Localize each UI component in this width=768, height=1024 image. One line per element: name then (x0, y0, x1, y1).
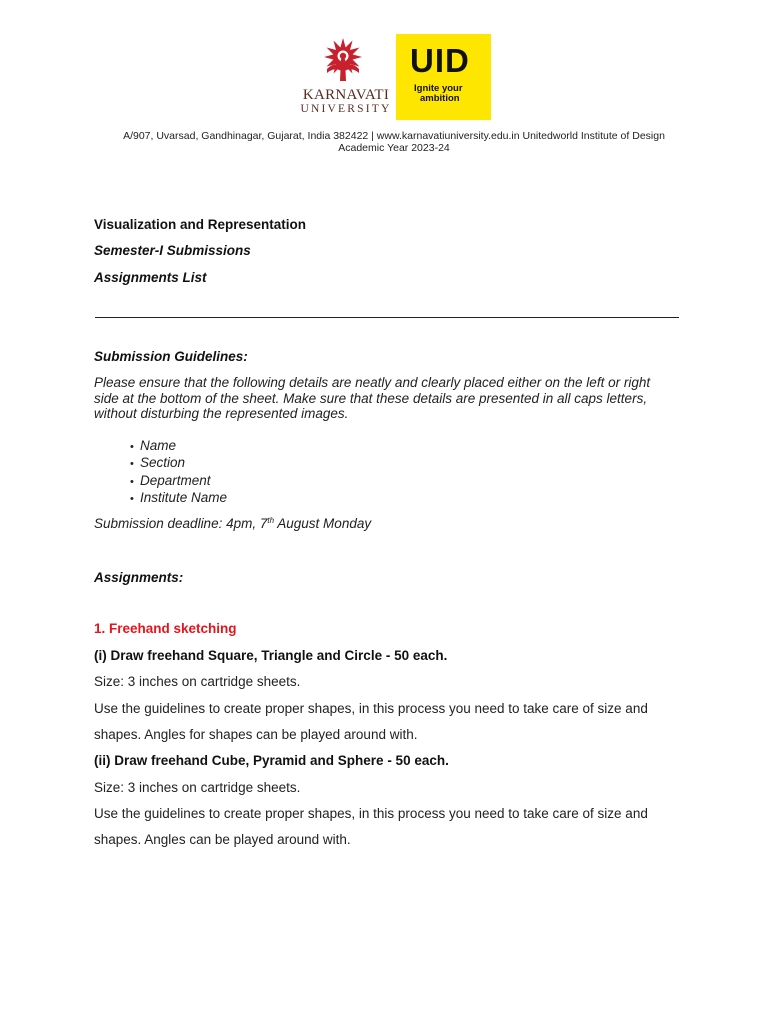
guidelines-line: without disturbing the represented images. (94, 406, 349, 421)
uid-tagline-line2: ambition (420, 93, 460, 104)
assignment-part-ii-description: shapes. Angles can be played around with. (94, 832, 351, 847)
deadline-prefix: Submission deadline: 4pm, 7 (94, 516, 268, 531)
assignments-list-title: Assignments List (94, 270, 207, 285)
guidelines-heading: Submission Guidelines: (94, 349, 248, 364)
required-details-list (130, 438, 227, 507)
uid-logo-title: UID (410, 42, 470, 79)
semester-title: Semester-I Submissions (94, 243, 251, 258)
submission-deadline (94, 516, 371, 532)
karnavati-university-emblem-icon (296, 36, 396, 88)
course-title: Visualization and Representation (94, 217, 307, 232)
guidelines-paragraph (94, 375, 694, 422)
list-item: • Institute Name (130, 490, 227, 507)
uid-logo-tagline (414, 84, 476, 104)
institution-address: A/907, Uvarsad, Gandhinagar, Gujarat, India 382422 | www.karnavatiuniversity.edu.in Unitedworld Institute of Design (123, 130, 665, 142)
assignment-part-i-size: Size: 3 inches on cartridge sheets. (94, 674, 301, 689)
university-name-line2: UNIVERSITY (300, 103, 392, 115)
guidelines-line: side at the bottom of the sheet. Make sure that these details are presented in all caps letters, (94, 390, 648, 406)
horizontal-divider (95, 317, 679, 318)
assignment-part-i-description: shapes. Angles for shapes can be played around with. (94, 727, 418, 742)
list-item: • Section (130, 455, 227, 472)
guidelines-line: Please ensure that the following details are neatly and clearly placed either on the left or right (94, 375, 651, 390)
assignment-part-ii-size: Size: 3 inches on cartridge sheets. (94, 780, 301, 795)
assignments-heading: Assignments: (94, 570, 184, 585)
academic-year: Academic Year 2023-24 (338, 142, 450, 154)
list-item: • Department (130, 473, 227, 490)
assignment-part-i-description: Use the guidelines to create proper shapes, in this process you need to take care of size and (94, 701, 648, 716)
karnavati-university-logo (296, 36, 396, 120)
deadline-ordinal: th (267, 516, 275, 525)
university-name-line1: KARNAVATI (302, 87, 390, 103)
list-item: • Name (130, 438, 227, 455)
assignment-part-i-heading: (i) Draw freehand Square, Triangle and Circle - 50 each. (94, 648, 448, 663)
assignment-part-ii-heading: (ii) Draw freehand Cube, Pyramid and Sphere - 50 each. (94, 753, 449, 768)
assignment-part-ii-description: Use the guidelines to create proper shapes, in this process you need to take care of size and (94, 806, 648, 821)
deadline-suffix: August Monday (274, 516, 372, 531)
uid-logo (396, 34, 491, 120)
section-title-freehand-sketching: 1. Freehand sketching (94, 621, 237, 636)
uid-tagline-line1: Ignite your (414, 83, 463, 94)
